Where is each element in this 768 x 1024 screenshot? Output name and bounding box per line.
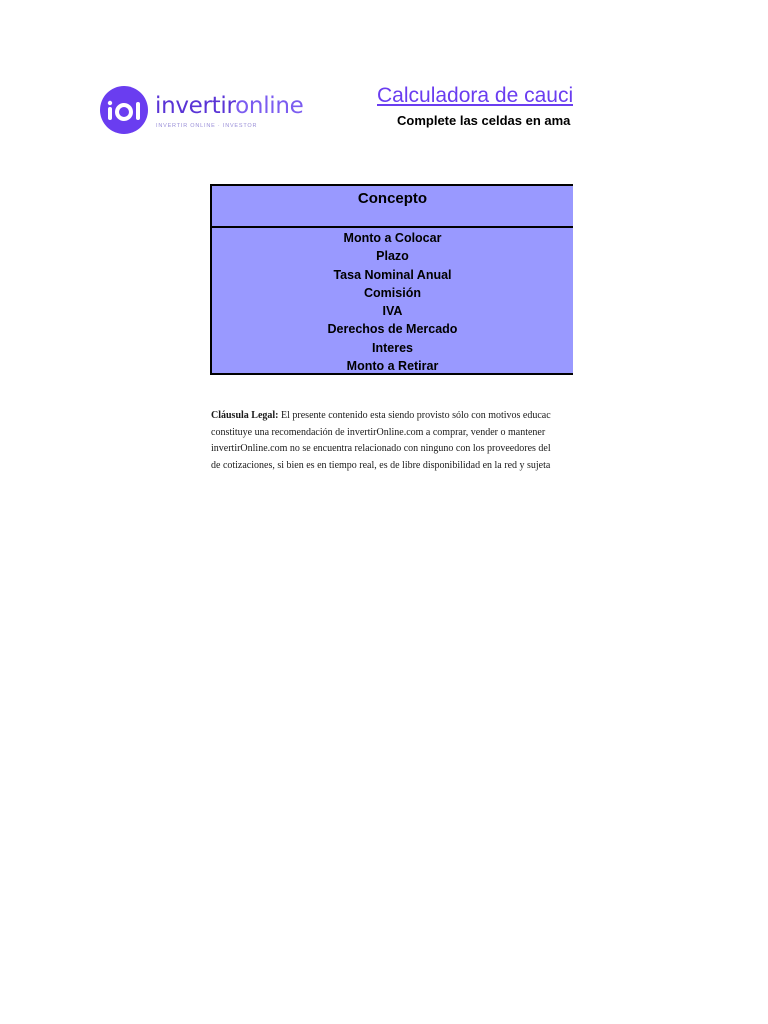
legal-label: Cláusula Legal: [211, 410, 279, 421]
row-derechos-de-mercado: Derechos de Mercado [327, 322, 458, 337]
legal-line-2: constituye una recomendación de invertirOnline.com a comprar, vender o mantener [211, 426, 546, 438]
calculator-table [210, 184, 573, 375]
table-rows [212, 229, 573, 375]
column-header-concepto: Concepto [357, 190, 428, 207]
page-subtitle: Complete las celdas en ama [397, 113, 571, 128]
row-plazo: Plazo [376, 249, 409, 264]
row-comision: Comisión [364, 285, 421, 300]
row-monto-a-colocar: Monto a Colocar [343, 231, 442, 245]
legal-line-4: de cotizaciones, si bien es en tiempo real, es de libre disponibilidad en la red y sujeta [211, 459, 551, 471]
logo-tagline: INVERTIR ONLINE · INVESTOR [156, 123, 258, 129]
table-header [212, 186, 573, 228]
row-iva: IVA [382, 304, 403, 319]
row-interes: Interes [372, 340, 413, 355]
row-tasa-nominal-anual: Tasa Nominal Anual [333, 267, 452, 282]
page-title: Calculadora de cauci [377, 84, 573, 107]
legal-clause [211, 408, 573, 474]
legal-line-1: Cláusula Legal: El presente contenido esta siendo provisto sólo con motivos educac [211, 410, 551, 421]
row-monto-a-retirar: Monto a Retirar [346, 359, 439, 374]
legal-line-3: invertirOnline.com no se encuentra relacionado con ninguno con los proveedores del [211, 443, 551, 454]
logo-wordmark: invertironline [155, 93, 304, 119]
